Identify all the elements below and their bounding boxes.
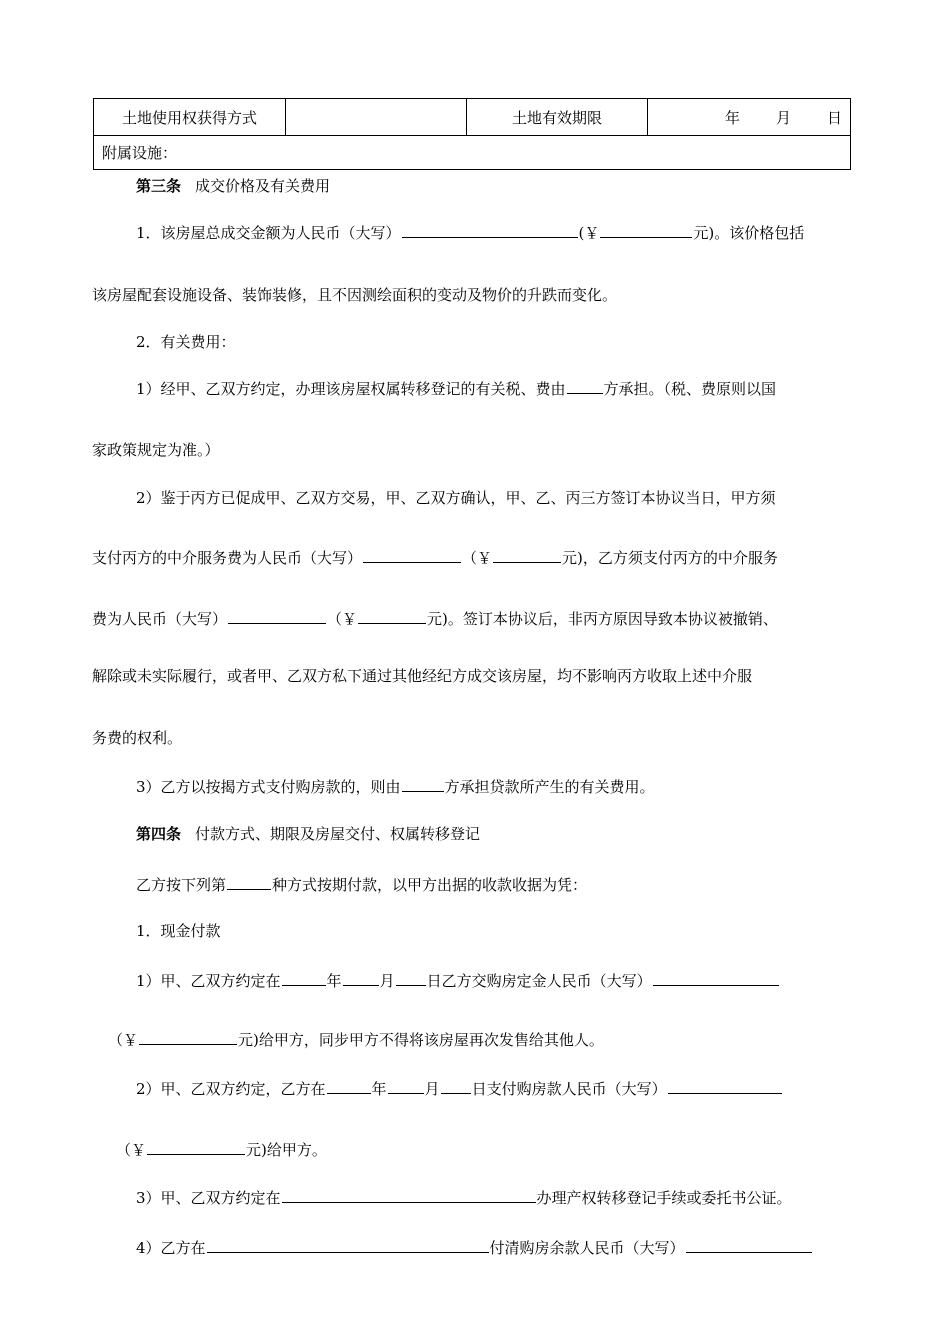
paragraph xyxy=(136,1186,792,1209)
paragraph xyxy=(108,1028,604,1051)
text: 乙方按下列第 xyxy=(136,876,227,894)
paragraph xyxy=(136,775,655,798)
paragraph xyxy=(136,377,776,400)
blank-field[interactable] xyxy=(363,546,461,563)
blank-field[interactable] xyxy=(686,1236,812,1253)
paragraph: 家政策规定为准。） xyxy=(92,441,220,459)
text: 1．该房屋总成交金额为人民币（大写） xyxy=(136,224,401,242)
text: 办理产权转移登记手续或委托书公证。 xyxy=(536,1189,792,1207)
text: （￥ xyxy=(116,1141,147,1159)
text: 费为人民币（大写） xyxy=(92,610,228,628)
paragraph xyxy=(136,1236,813,1259)
article-3-heading xyxy=(136,175,330,197)
text: 元)。签订本协议后，非丙方原因导致本协议被撤销、 xyxy=(427,610,778,628)
text: 4）乙方在 xyxy=(136,1239,206,1257)
blank-field[interactable] xyxy=(668,1077,782,1094)
paragraph: 1．现金付款 xyxy=(136,922,221,940)
text: 元)，乙方须支付丙方的中介服务 xyxy=(562,549,778,567)
paragraph: 2）鉴于丙方已促成甲、乙双方交易，甲、乙双方确认，甲、乙、丙三方签订本协议当日，甲方须 xyxy=(136,489,776,507)
land-use-right-method-value xyxy=(286,99,467,136)
text: （￥ xyxy=(462,549,493,567)
text: 年 xyxy=(326,972,342,990)
text: 元)。该价格包括 xyxy=(693,224,805,242)
text: 日乙方交购房定金人民币（大写） xyxy=(426,972,652,990)
paragraph xyxy=(136,969,780,992)
ancillary-facilities-label: 附属设施： xyxy=(94,136,851,170)
land-validity-date xyxy=(648,99,851,136)
blank-field[interactable] xyxy=(396,969,426,986)
article-number: 第四条 xyxy=(136,825,182,843)
blank-field[interactable] xyxy=(653,969,779,986)
table-row xyxy=(94,136,851,170)
blank-field[interactable] xyxy=(567,377,603,394)
day-label: 日 xyxy=(826,108,842,127)
paragraph xyxy=(116,1138,327,1161)
text: （￥ xyxy=(108,1031,139,1049)
paragraph: 务费的权利。 xyxy=(92,729,183,747)
text: 支付丙方的中介服务费为人民币（大写） xyxy=(92,549,363,567)
paragraph: 该房屋配套设施设备、装饰装修，且不因测绘面积的变动及物价的升跌而变化。 xyxy=(92,286,618,304)
text: 元)给甲方。 xyxy=(246,1141,327,1159)
blank-field[interactable] xyxy=(282,1186,536,1203)
article-4-heading xyxy=(136,823,480,845)
property-info-table xyxy=(93,98,851,170)
paragraph: 2．有关费用： xyxy=(136,333,236,351)
blank-field[interactable] xyxy=(228,607,326,624)
article-number: 第三条 xyxy=(136,177,182,195)
blank-field[interactable] xyxy=(402,221,578,238)
paragraph xyxy=(92,607,778,630)
article-title: 成交价格及有关费用 xyxy=(195,177,331,195)
text: 年 xyxy=(371,1080,387,1098)
text: 1）甲、乙双方约定在 xyxy=(136,972,281,990)
blank-field[interactable] xyxy=(327,1077,371,1094)
article-title: 付款方式、期限及房屋交付、权属转移登记 xyxy=(195,825,481,843)
text: 月 xyxy=(424,1080,440,1098)
land-validity-label: 土地有效期限 xyxy=(467,99,648,136)
blank-field[interactable] xyxy=(343,969,379,986)
blank-field[interactable] xyxy=(441,1077,471,1094)
blank-field[interactable] xyxy=(493,546,561,563)
text: (￥ xyxy=(578,224,600,242)
text: 3）乙方以按揭方式支付购房款的，则由 xyxy=(136,778,401,796)
blank-field[interactable] xyxy=(282,969,326,986)
paragraph xyxy=(136,1077,783,1100)
blank-field[interactable] xyxy=(207,1236,489,1253)
text: 方承担贷款所产生的有关费用。 xyxy=(444,778,655,796)
text: 日支付购房款人民币（大写） xyxy=(471,1080,667,1098)
text: 3）甲、乙双方约定在 xyxy=(136,1189,281,1207)
paragraph: 解除或未实际履行，或者甲、乙双方私下通过其他经纪方成交该房屋，均不影响丙方收取上述中介服 xyxy=(92,667,753,685)
paragraph xyxy=(136,873,587,896)
blank-field[interactable] xyxy=(147,1138,245,1155)
month-label: 月 xyxy=(775,108,791,127)
text: 1）经甲、乙双方约定，办理该房屋权属转移登记的有关税、费由 xyxy=(136,380,566,398)
text: 月 xyxy=(379,972,395,990)
text: 元)给甲方，同步甲方不得将该房屋再次发售给其他人。 xyxy=(238,1031,604,1049)
text: 付清购房余款人民币（大写） xyxy=(489,1239,685,1257)
land-use-right-method-label: 土地使用权获得方式 xyxy=(94,99,286,136)
blank-field[interactable] xyxy=(139,1028,237,1045)
text: 2）甲、乙双方约定，乙方在 xyxy=(136,1080,326,1098)
paragraph xyxy=(136,221,804,244)
text: （￥ xyxy=(327,610,358,628)
paragraph xyxy=(92,546,778,569)
blank-field[interactable] xyxy=(388,1077,424,1094)
table-row xyxy=(94,99,851,136)
blank-field[interactable] xyxy=(600,221,692,238)
blank-field[interactable] xyxy=(402,775,444,792)
text: 方承担。（税、费原则以国 xyxy=(603,380,777,398)
text: 种方式按期付款，以甲方出据的收款收据为凭： xyxy=(272,876,588,894)
year-label: 年 xyxy=(724,108,740,127)
blank-field[interactable] xyxy=(358,607,426,624)
blank-field[interactable] xyxy=(227,873,271,890)
